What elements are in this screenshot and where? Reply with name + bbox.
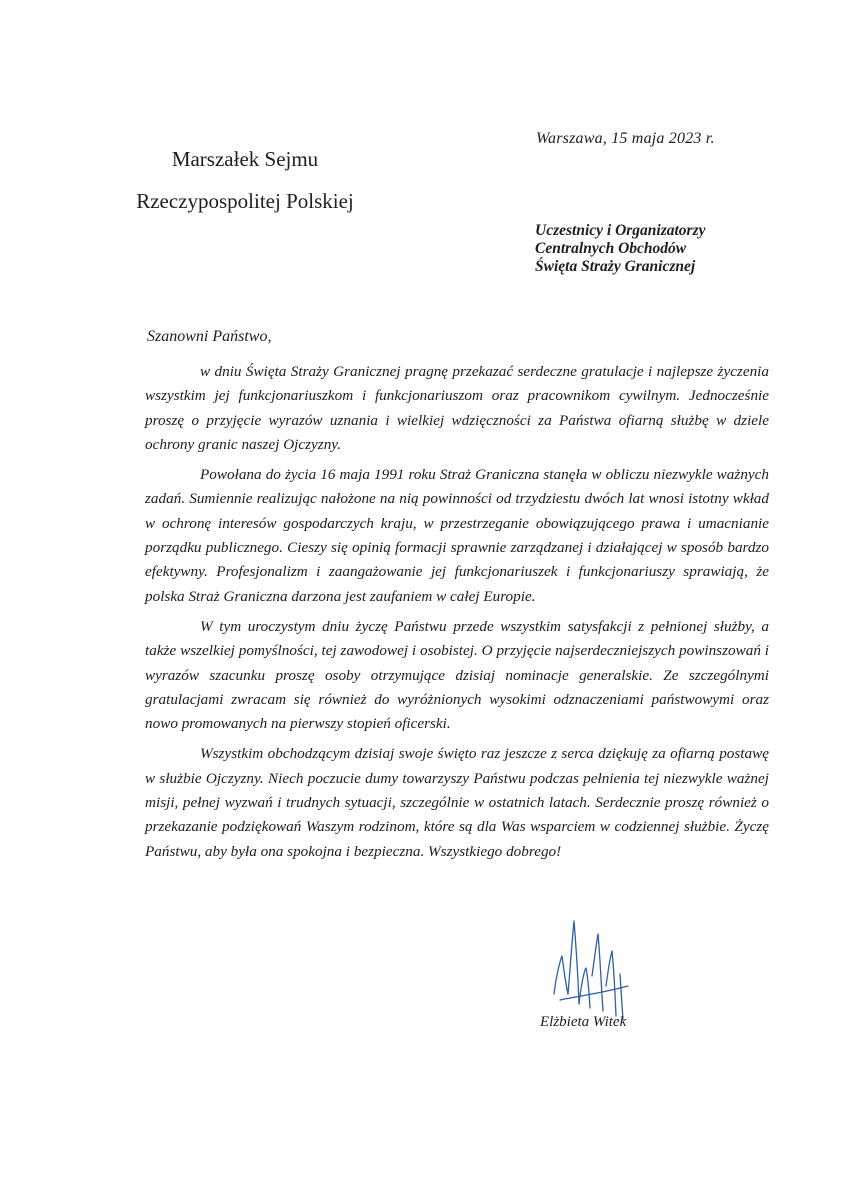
addressee-line: Uczestnicy i Organizatorzy: [535, 222, 706, 239]
addressee-block: [535, 222, 775, 276]
addressee-line: Święta Straży Granicznej: [535, 258, 696, 275]
body-paragraph: W tym uroczystym dniu życzę Państwu przede wszystkim satysfakcji z pełnionej służby, a także wszelkiej pomyślności, tej zawodowej i osobistej. O przyjęcie najserdeczniejszych powinszowań i wyrazów szacunku proszę osoby otrzymujące dzisiaj nominacje generalskie. Ze szczególnymi gratulacjami zwracam się również do wyróżnionych wysokimi odznaczeniami państwowymi oraz nowo promowanych na pierwszy stopień oficerski.: [145, 617, 769, 733]
addressee-line: Centralnych Obchodów: [535, 240, 687, 257]
body-paragraph: w dniu Święta Straży Granicznej pragnę przekazać serdeczne gratulacje i najlepsze życzenia wszystkim jej funkcjonariuszkom i funkcjonariuszom oraz pracownikom cywilnym. Jednocześnie proszę o przyjęcie wyrazów uznania i wielkiej wdzięczności za Państwa ofiarną służbę w dziele ochrony granic naszej Ojczyzny.: [145, 363, 769, 453]
sender-title: Marszałek Sejmu: [171, 147, 319, 171]
signature-strokes: [554, 921, 628, 1020]
letter-date: Warszawa, 15 maja 2023 r.: [536, 130, 715, 147]
letter-body: [145, 360, 769, 870]
body-paragraph: Wszystkim obchodzącym dzisiaj swoje święto raz jeszcze z serca dziękuję za ofiarną postawę w służbie Ojczyzny. Niech poczucie dumy towarzyszy Państwu podczas pełnienia tej niezwykle ważnej misji, pełnej wyzwań i trudnych sytuacji, szczególnie w ostatnich latach. Serdecznie proszę również o przekazanie podziękowań Waszym rodzinom, które są dla Was wsparciem w codziennej służbie. Życzę Państwu, aby była ona spokojna i bezpieczna. Wszystkiego dobrego!: [145, 745, 769, 860]
salutation: Szanowni Państwo,: [147, 328, 272, 345]
signature-name: Elżbieta Witek: [540, 1014, 627, 1030]
sender-country: Rzeczypospolitej Polskiej: [136, 189, 354, 213]
body-paragraph: Powołana do życia 16 maja 1991 roku Straż Graniczna stanęła w obliczu niezwykle ważnych zadań. Sumiennie realizując nałożone na nią powinności od trzydziestu dwóch lat wnosi istotny wkład w ochronę interesów gospodarczych kraju, w przestrzeganie obowiązującego prawa i umacnianie porządku publicznego. Cieszy się opinią formacji sprawnie zarządzanej i działającej w sposób bardzo efektywny. Profesjonalizm i zaangażowanie jej funkcjonariuszek i funkcjonariuszy sprawiają, że polska Straż Graniczna darzona jest zaufaniem w całej Europie.: [145, 466, 769, 605]
